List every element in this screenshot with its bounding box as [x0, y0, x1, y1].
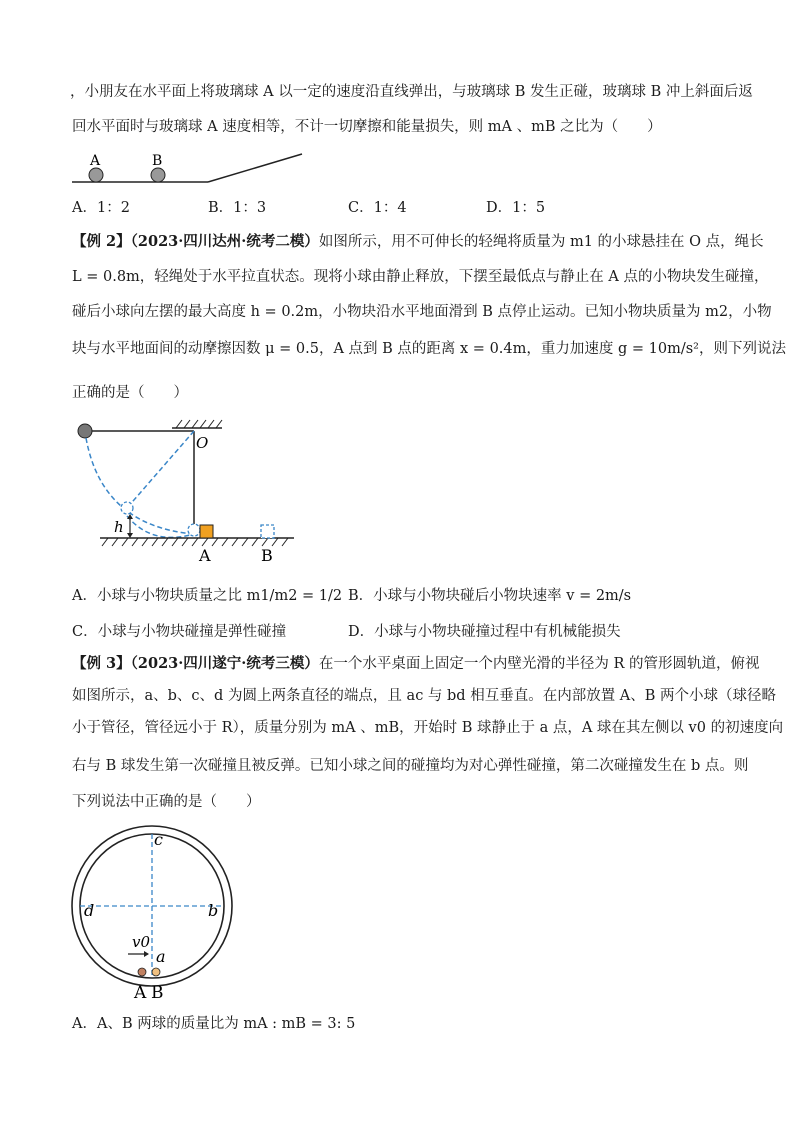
q2-text-line-3: 碰后小球向左摆的最大高度 h = 0.2m，小物块沿水平地面滑到 B 点停止运动。已知小物块质量为 m2，小物: [72, 304, 772, 320]
q3-text-line-2: 如图所示，a、b、c、d 为圆上两条直径的端点，且 ac 与 bd 相互垂直。在内部放置 A、B 两个小球（球径略: [72, 688, 777, 704]
q3-text-line-4: 右与 B 球发生第一次碰撞且被反弹。已知小球之间的碰撞均为对心弹性碰撞，第二次碰撞发生在 b 点。则: [72, 758, 749, 774]
q2-option-a[interactable]: A．小球与小物块质量之比 m1/m2 = 1/2: [72, 588, 343, 604]
point-d-label: d: [84, 901, 95, 920]
block-at-a: [200, 525, 213, 538]
ball-a: [89, 168, 103, 182]
ceiling-hatch: [176, 420, 222, 428]
ball-b-label: B: [152, 153, 163, 169]
point-b-label: B: [261, 546, 273, 565]
ball-b: [152, 968, 160, 976]
q3-option-a[interactable]: A．A、B 两球的质量比为 mA : mB = 3: 5: [72, 1016, 356, 1032]
q2-tag: 【例 2】（2023·四川达州·统考二模）: [72, 233, 319, 250]
q3-text-line-1-rest: 在一个水平桌面上固定一个内壁光滑的半径为 R 的管形圆轨道，俯视: [318, 656, 760, 672]
ball-a-label: A: [134, 983, 147, 1002]
ball-b-label: B: [151, 983, 164, 1002]
ground-hatch: [102, 538, 288, 546]
point-a-label: A: [199, 546, 211, 565]
q1-text-line-2: 回水平面时与玻璃球 A 速度相等，不计一切摩擦和能量损失，则 mA 、mB 之比为（ ）: [72, 119, 662, 135]
swing-arc: [86, 438, 194, 534]
q2-option-d[interactable]: D．小球与小物块碰撞过程中有机械能损失: [348, 624, 621, 640]
q1-figure: [70, 148, 310, 188]
q3-text-line-3: 小于管径，管径远小于 R），质量分别为 mA 、mB，开始时 B 球静止于 a 点，A 球在其左侧以 v0 的初速度向: [72, 720, 784, 736]
point-a-label: a: [156, 947, 166, 966]
q1-option-a[interactable]: A．1：2: [72, 200, 130, 216]
q2-text-line-1: [72, 232, 764, 252]
rebound-arc: [127, 516, 194, 537]
q2-text-line-1-rest: 如图所示，用不可伸长的轻绳将质量为 m1 的小球悬挂在 O 点，绳长: [318, 234, 764, 250]
q3-text-line-1: [72, 654, 759, 674]
height-label-h: h: [114, 518, 124, 536]
q2-option-b[interactable]: B．小球与小物块碰后小物块速率 v = 2m/s: [348, 588, 632, 604]
ball-rebound-position: [121, 502, 133, 514]
v0-label: v0: [132, 933, 151, 951]
q2-figure: [72, 416, 302, 566]
ball-b: [151, 168, 165, 182]
incline-line: [208, 154, 302, 182]
q2-text-line-2: L = 0.8m，轻绳处于水平拉直状态。现将小球由静止释放，下摆至最低点与静止在 A 点的小物块发生碰撞，: [72, 269, 769, 285]
ball-a: [138, 968, 146, 976]
q1-option-b[interactable]: B．1：3: [208, 200, 267, 216]
q1-option-c[interactable]: C．1：4: [348, 200, 407, 216]
q1-text-line-1: ，小朋友在水平面上将玻璃球 A 以一定的速度沿直线弹出，与玻璃球 B 发生正碰，玻璃球 B 冲上斜面后返: [70, 84, 753, 100]
q2-text-line-5: 正确的是（ ）: [72, 385, 188, 401]
q2-option-c[interactable]: C．小球与小物块碰撞是弹性碰撞: [72, 624, 287, 640]
point-c-label: c: [154, 830, 163, 849]
q1-option-d[interactable]: D．1：5: [486, 200, 546, 216]
v0-arrow-head: [144, 951, 149, 957]
point-b-label: b: [208, 901, 219, 920]
ball-a-label: A: [90, 153, 101, 169]
q3-text-line-5: 下列说法中正确的是（ ）: [72, 794, 261, 810]
ball-initial: [78, 424, 92, 438]
q3-figure: [70, 820, 240, 1002]
ball-lowest-position: [188, 524, 200, 536]
q2-text-line-4: 块与水平地面间的动摩擦因数 μ = 0.5，A 点到 B 点的距离 x = 0.4m，重力加速度 g = 10m/s²，则下列说法: [72, 341, 786, 357]
q3-tag: 【例 3】（2023·四川遂宁·统考三模）: [72, 655, 319, 672]
pivot-label-o: O: [196, 434, 209, 452]
block-at-b: [261, 525, 274, 538]
rope-dashed: [127, 431, 194, 508]
